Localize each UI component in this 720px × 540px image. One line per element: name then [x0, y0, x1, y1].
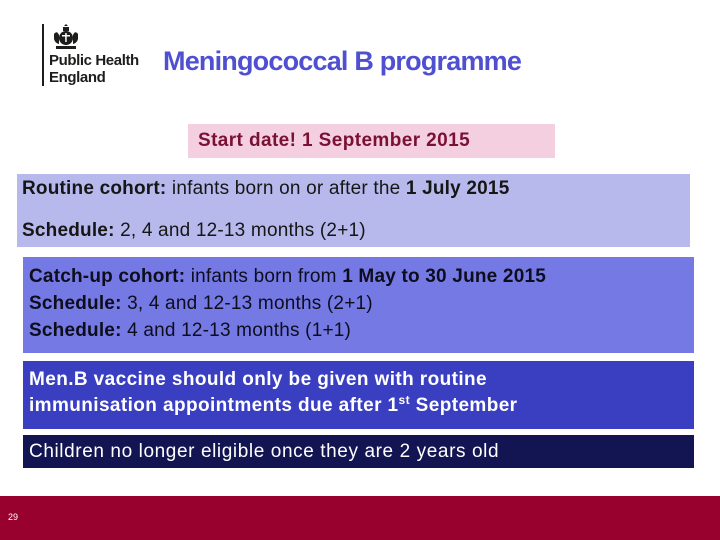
catchup-dates: 1 May to 30 June 2015 [342, 266, 546, 287]
start-date-banner: Start date! 1 September 2015 [188, 124, 555, 158]
catchup-schedule1-text: 3, 4 and 12-13 months (2+1) [121, 293, 373, 314]
routine-schedule-label: Schedule: [22, 220, 115, 241]
menb-line2-text: immunisation appointments due after 1 [29, 395, 399, 416]
menb-vaccine-box [23, 361, 694, 429]
royal-crest-icon [51, 24, 81, 50]
logo-line2: England [49, 69, 106, 86]
routine-cohort-line [22, 178, 509, 200]
page-number: 29 [8, 512, 19, 522]
catchup-schedule2-text: 4 and 12-13 months (1+1) [121, 320, 352, 341]
catchup-schedule2-line [29, 317, 694, 344]
menb-line2-superscript: st [398, 393, 410, 407]
catchup-schedule1-label: Schedule: [29, 293, 122, 314]
catchup-cohort-box [23, 257, 694, 353]
routine-cohort-box [17, 174, 690, 247]
page-title: Meningococcal B programme [163, 46, 522, 76]
catchup-text: infants born from [185, 266, 343, 287]
routine-text: infants born on or after the [166, 178, 406, 199]
menb-line2-month: September [410, 395, 518, 416]
catchup-cohort-line [29, 263, 694, 290]
routine-schedule-text: 2, 4 and 12-13 months (2+1) [114, 220, 366, 241]
routine-label: Routine cohort: [22, 178, 167, 199]
catchup-schedule1-line [29, 290, 694, 317]
menb-line2 [29, 393, 694, 419]
catchup-schedule2-label: Schedule: [29, 320, 122, 341]
logo-divider [42, 24, 44, 86]
eligibility-box: Children no longer eligible once they are 2 years old [23, 435, 694, 468]
routine-schedule-line [22, 220, 366, 242]
logo-line1: Public Health [49, 52, 139, 69]
menb-line1: Men.B vaccine should only be given with routine [29, 369, 487, 390]
catchup-label: Catch-up cohort: [29, 266, 186, 287]
routine-date: 1 July 2015 [405, 178, 510, 199]
logo-wordmark [49, 52, 159, 86]
footer-bar [0, 496, 720, 540]
